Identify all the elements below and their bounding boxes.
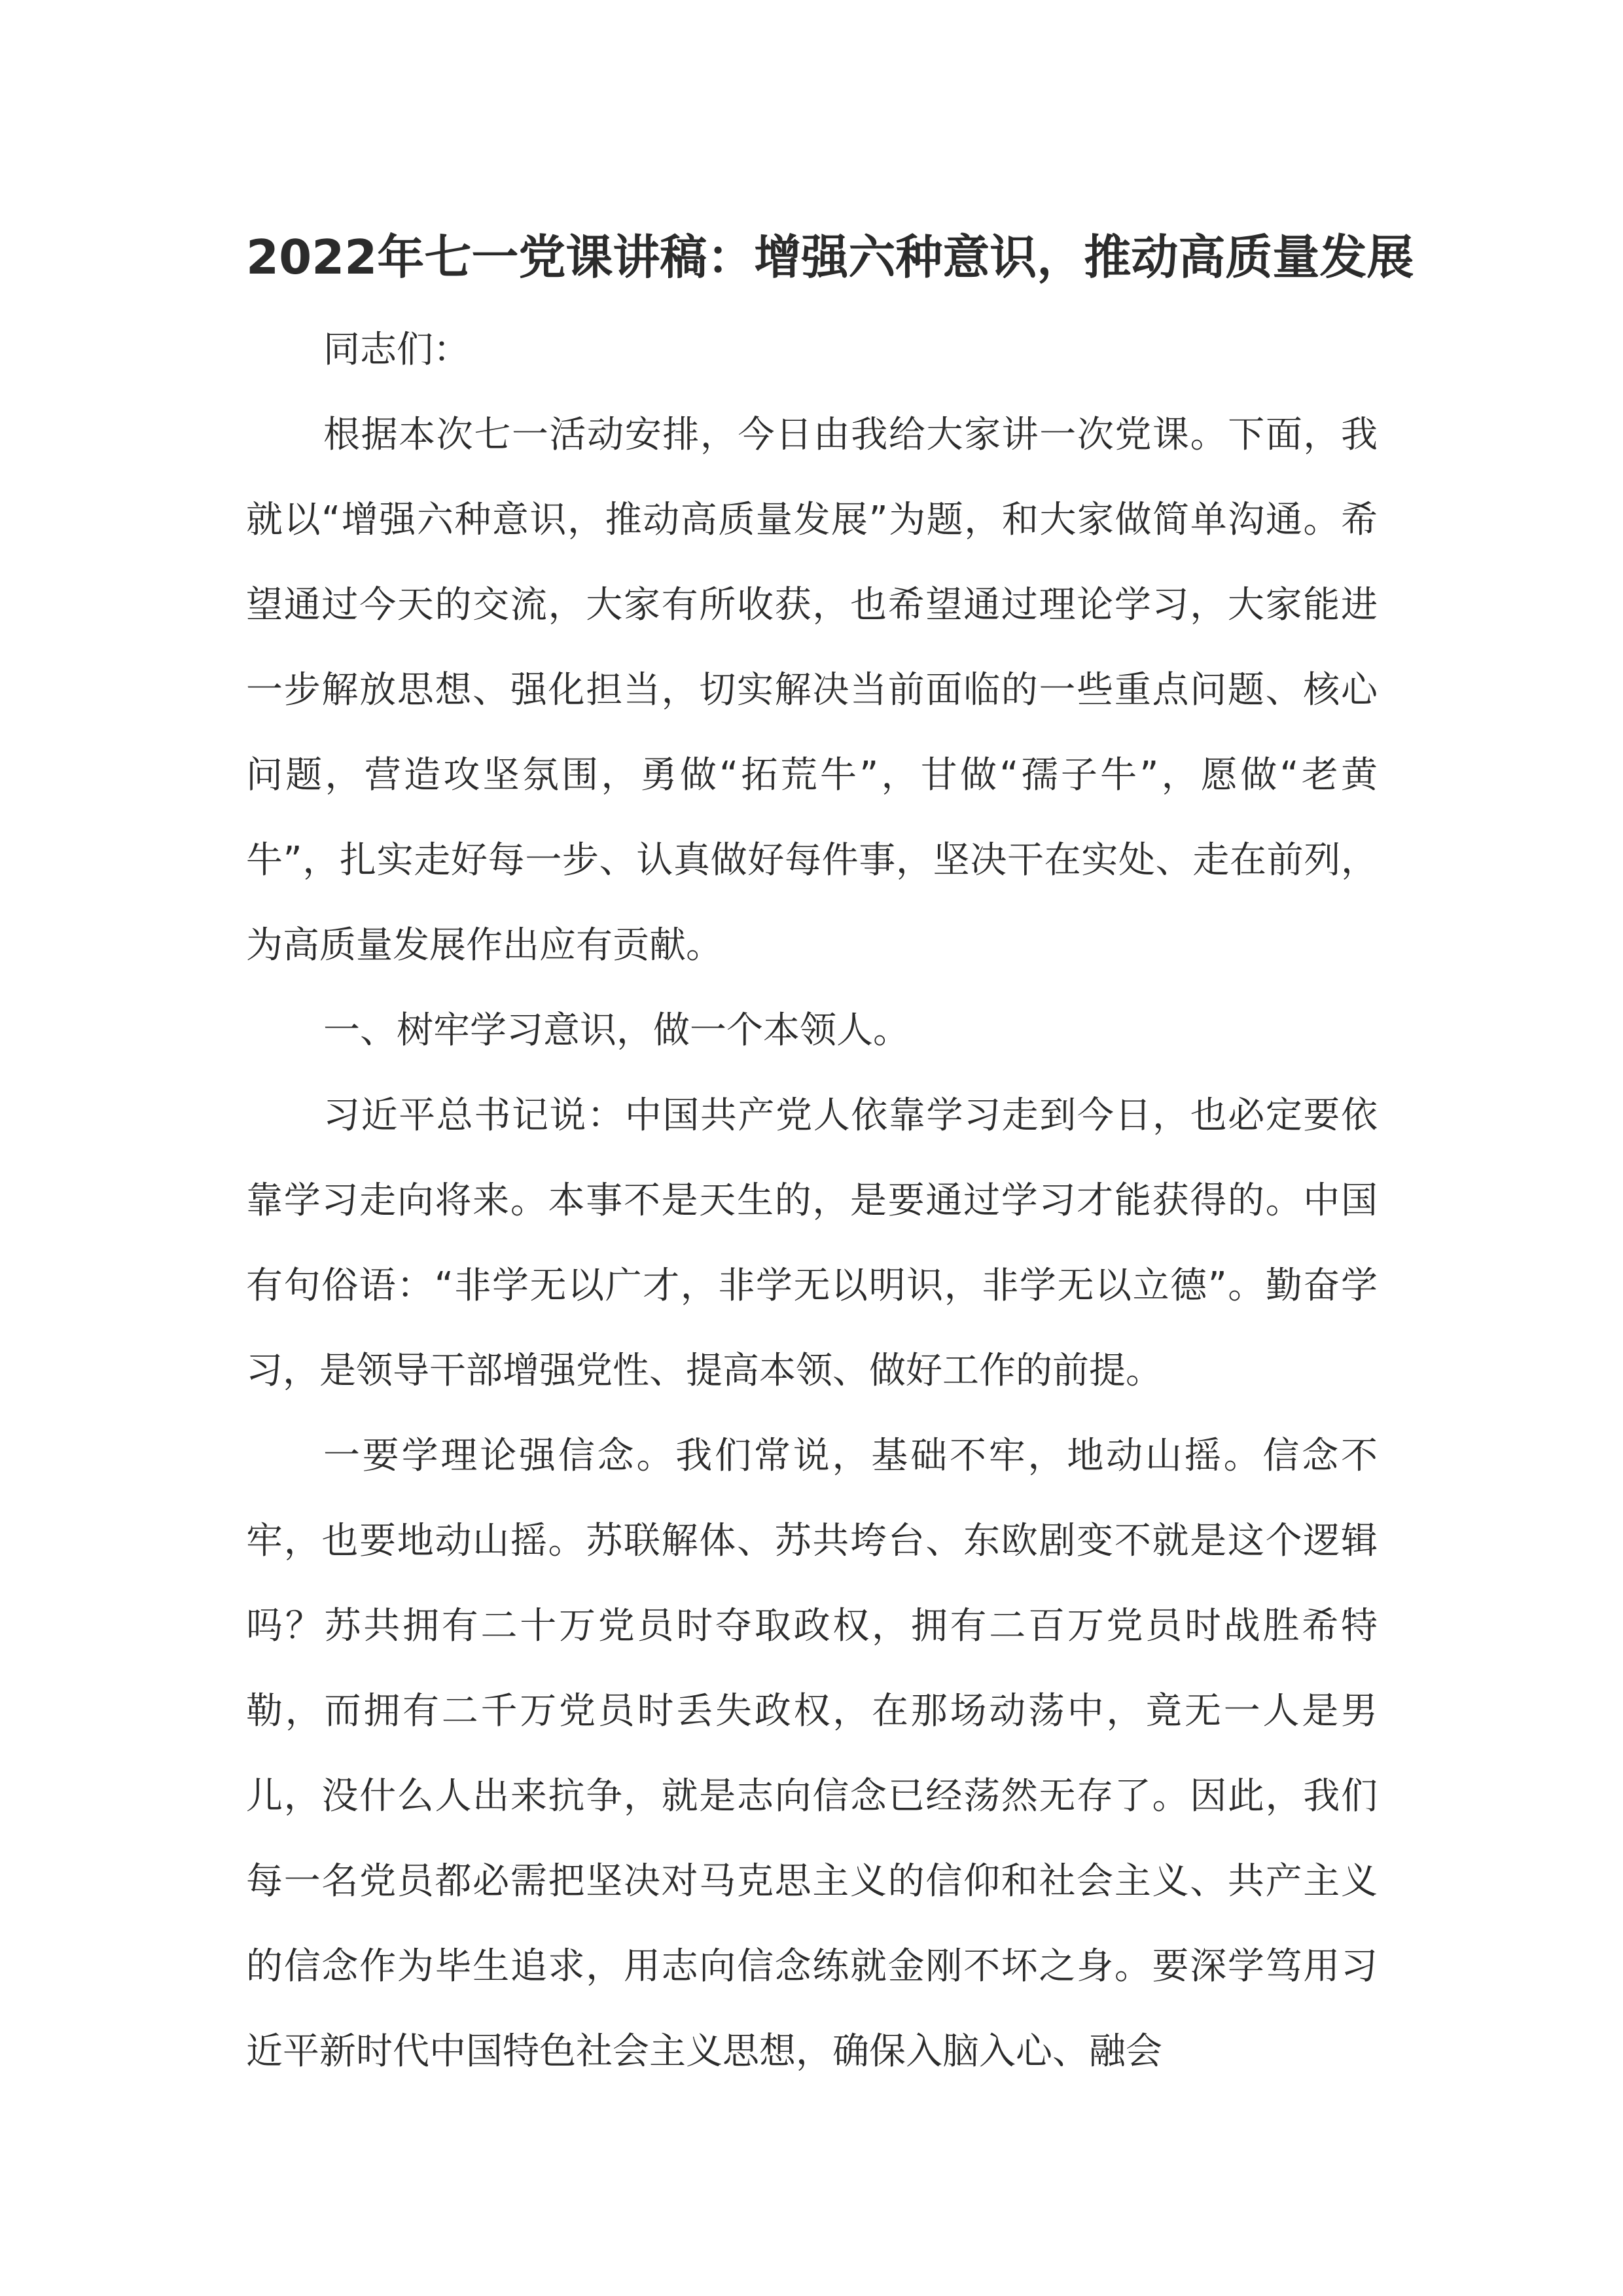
paragraph-quote: 习近平总书记说：中国共产党人依靠学习走到今日，也必定要依靠学习走向将来。本事不是天生的，是要通过学习才能获得的。中国有句俗语：“非学无以广才，非学无以明识，非学无以立德”。勤奋学习，是领导干部增强党性、提高本领、做好工作的前提。 — [246, 1094, 1378, 1392]
section-heading-1: 一、树牢学习意识，做一个本领人。 — [323, 1009, 910, 1052]
document-title: 2022年七一党课讲稿：增强六种意识，推动高质量发展 — [246, 230, 1414, 285]
document-body — [246, 308, 1378, 2094]
paragraph-salutation: 同志们： — [323, 329, 470, 371]
paragraph-theory: 一要学理论强信念。我们常说，基础不牢，地动山摇。信念不牢，也要地动山摇。苏联解体、苏共垮台、东欧剧变不就是这个逻辑吗？苏共拥有二十万党员时夺取政权，拥有二百万党员时战胜希特勒，而拥有二千万党员时丢失政权，在那场动荡中，竟无一人是男儿，没什么人出来抗争，就是志向信念已经荡然无存了。因此，我们每一名党员都必需把坚决对马克思主义的信仰和社会主义、共产主义的信念作为毕生追求，用志向信念练就金刚不坏之身。要深学笃用习近平新时代中国特色社会主义思想，确保入脑入心、融会 — [246, 1435, 1378, 2073]
paragraph-intro: 根据本次七一活动安排，今日由我给大家讲一次党课。下面，我就以“增强六种意识，推动高质量发展”为题，和大家做简单沟通。希望通过今天的交流，大家有所收获，也希望通过理论学习，大家能进一步解放思想、强化担当，切实解决当前面临的一些重点问题、核心问题，营造攻坚氛围，勇做“拓荒牛”，甘做“孺子牛”，愿做“老黄牛”，扎实走好每一步、认真做好每件事，坚决干在实处、走在前列，为高质量发展作出应有贡献。 — [246, 414, 1378, 967]
